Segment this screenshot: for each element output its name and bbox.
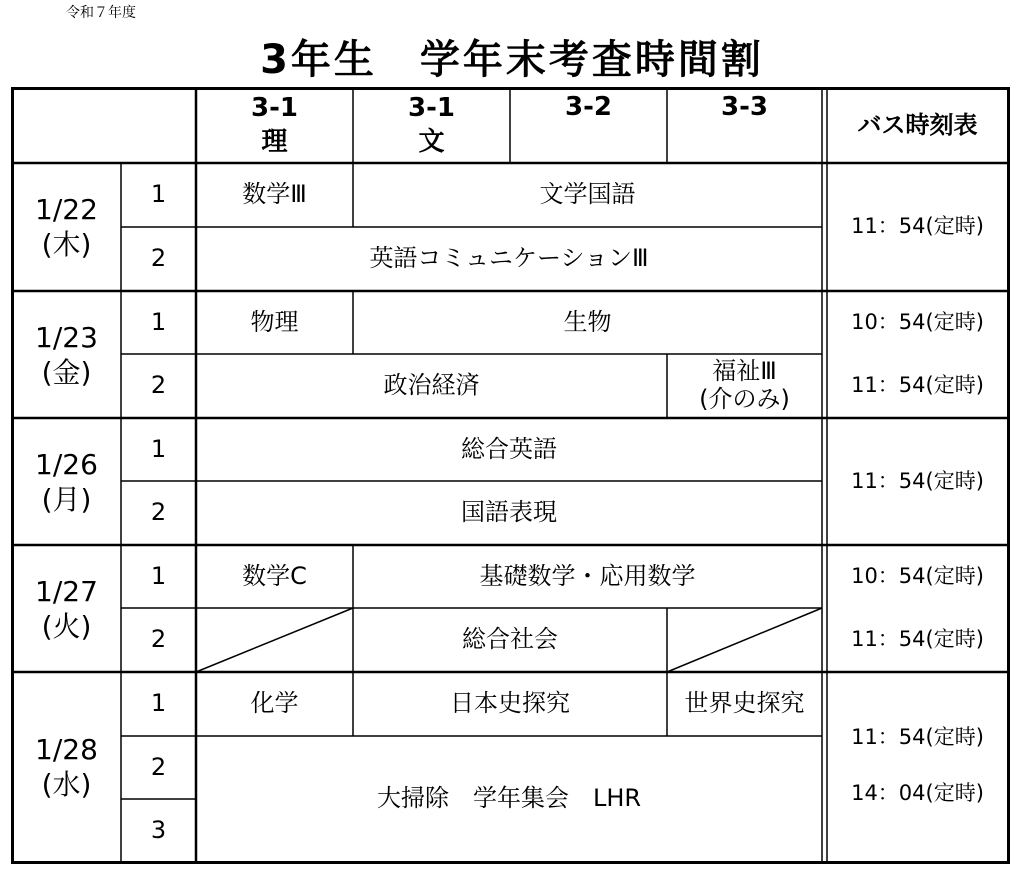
bus-time: 11：54(定時) [851, 627, 984, 652]
date-label: 1/23 [35, 320, 98, 354]
subject-name: 福祉Ⅲ [712, 357, 777, 386]
page-title: 3年生 学年末考査時間割 [260, 37, 764, 83]
weekday-label: (木) [41, 228, 92, 261]
subject-cell: 国語表現 [461, 498, 557, 527]
subject-cell: 政治経済 [383, 371, 480, 400]
period-number: 2 [150, 371, 167, 400]
period-number: 2 [150, 244, 167, 273]
subject-cell: 数学C [242, 561, 307, 590]
period-number: 1 [150, 307, 167, 336]
period-number: 3 [150, 815, 167, 844]
date-label: 1/26 [35, 447, 98, 481]
period-number: 2 [150, 752, 167, 781]
date-label: 1/28 [35, 733, 98, 766]
period-number: 1 [150, 180, 167, 209]
subject-cell: 総合社会 [462, 625, 558, 654]
subject-cell: 総合英語 [461, 434, 557, 463]
period-number: 1 [150, 434, 167, 463]
class-track: 理 [261, 126, 288, 157]
bus-time: 11：54(定時) [851, 373, 984, 398]
period-number: 1 [150, 689, 167, 718]
weekday-label: (金) [41, 355, 92, 389]
subject-cell: 文学国語 [539, 180, 636, 209]
subject-cell: 基礎数学・応用数学 [479, 561, 696, 590]
date-label: 1/22 [35, 193, 98, 226]
header-class-3-1-science [196, 88, 353, 163]
weekday-label: (火) [41, 609, 92, 643]
header-class-3-2 [510, 88, 667, 128]
bus-time: 14：04(定時) [851, 781, 984, 806]
subject-cell [667, 354, 822, 418]
date-cell [12, 545, 121, 672]
fiscal-year-label: 令和７年度 [66, 5, 136, 21]
class-name: 3-1 [251, 92, 298, 123]
subject-cell: 世界史探究 [684, 689, 805, 718]
date-cell [12, 163, 121, 291]
date-label: 1/27 [35, 574, 98, 608]
period-number: 1 [150, 561, 167, 590]
class-name: 3-1 [408, 92, 455, 123]
date-cell [12, 291, 121, 418]
bus-time: 11：54(定時) [851, 214, 984, 239]
subject-cell: 数学Ⅲ [242, 180, 307, 209]
date-cell [12, 418, 121, 545]
date-cell [12, 672, 121, 862]
subject-note: (介のみ) [699, 385, 790, 413]
header-class-3-1-humanities [353, 88, 510, 163]
bus-time: 11：54(定時) [851, 468, 984, 493]
header-class-3-3 [667, 88, 822, 128]
weekday-label: (月) [41, 482, 92, 516]
class-name: 3-3 [721, 92, 768, 123]
subject-cell: 化学 [250, 689, 299, 718]
subject-cell: 生物 [563, 307, 612, 336]
bus-time: 10：54(定時) [851, 309, 984, 334]
period-number: 2 [150, 498, 167, 527]
subject-cell: 日本史探究 [450, 689, 570, 718]
subject-cell: 大掃除 学年集会 LHR [376, 784, 642, 813]
header-bus-timetable: バス時刻表 [857, 110, 978, 139]
subject-cell: 英語コミュニケーションⅢ [369, 244, 649, 273]
class-name: 3-2 [565, 92, 612, 123]
period-number: 2 [150, 625, 167, 654]
weekday-label: (水) [41, 768, 92, 801]
subject-cell: 物理 [250, 307, 299, 336]
bus-time: 10：54(定時) [851, 563, 984, 588]
class-track: 文 [418, 126, 445, 157]
bus-time: 11：54(定時) [851, 725, 984, 750]
